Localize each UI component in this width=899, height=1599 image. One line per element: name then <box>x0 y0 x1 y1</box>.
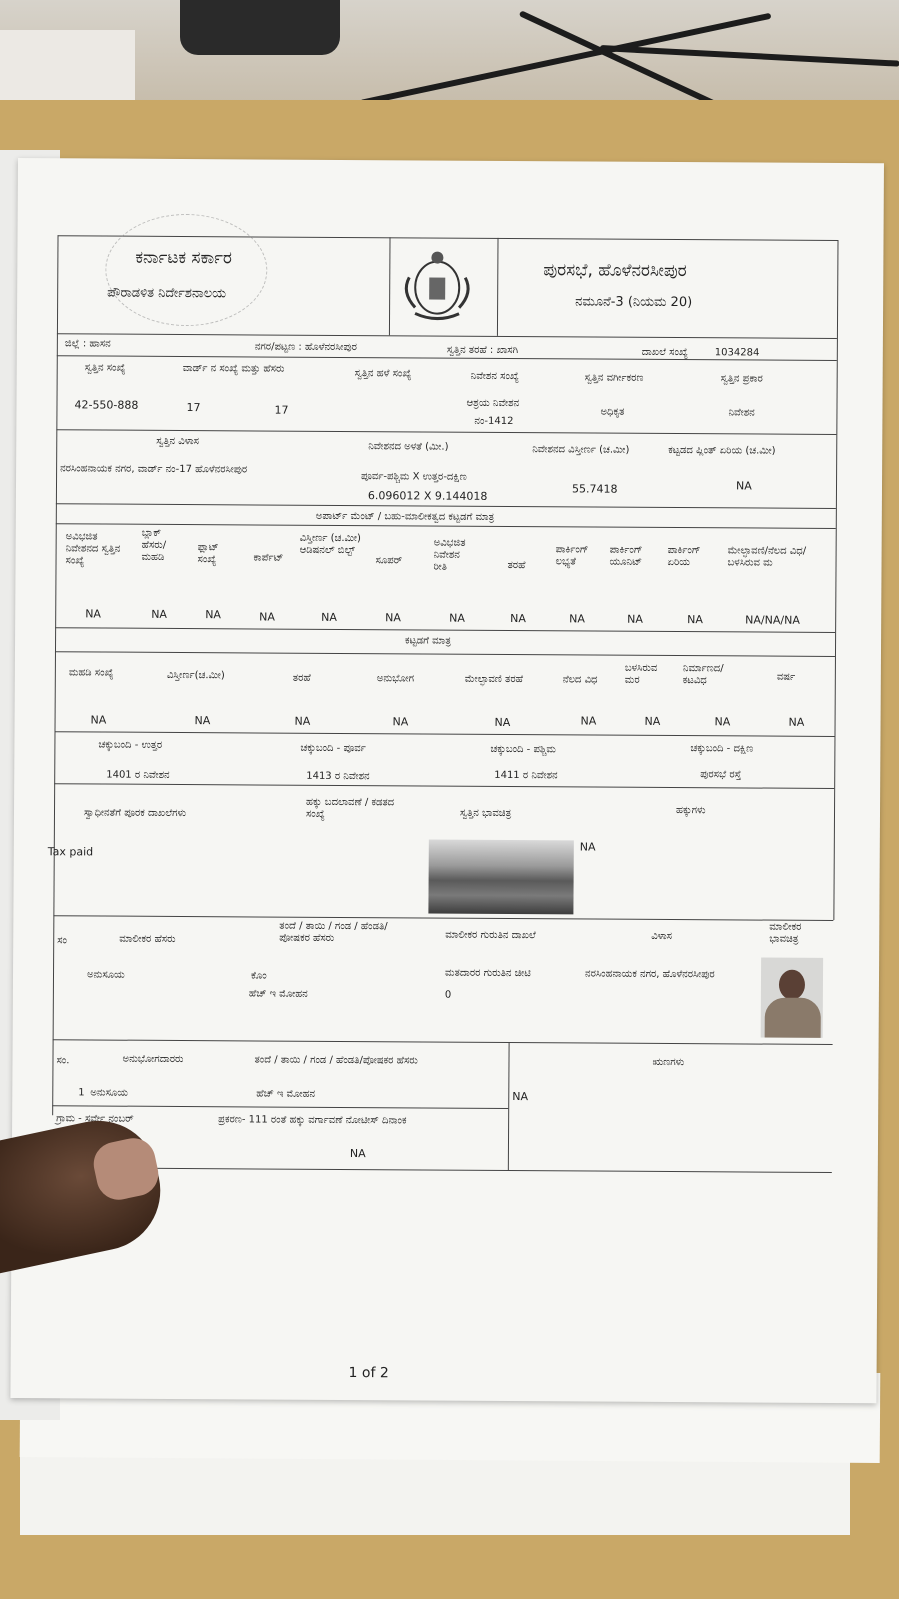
boundary-east: 1413 ರ ನಿವೇಶನ <box>306 770 370 783</box>
page-number: 1 of 2 <box>348 1365 389 1382</box>
area-label: ನಿವೇಶನದ ವಿಸ್ತೀರ್ಣ (ಚ.ಮೀ) <box>532 444 630 456</box>
apt-col-4: ಕಾರ್ಪೆಟ್ <box>253 552 284 564</box>
owner-col-photo: ಮಾಲೀಕರ ಭಾವಚಿತ್ರ <box>769 921 802 945</box>
boundary-north: 1401 ರ ನಿವೇಶನ <box>106 769 170 781</box>
apt-col-2: ಬ್ಲಾಕ್ ಹೆಸರು/ ಮಹಡಿ <box>141 527 167 563</box>
apt-value: NA <box>205 608 222 622</box>
bld-value: NA <box>714 715 731 729</box>
apt-value: NA <box>151 607 168 621</box>
apt-value: NA <box>85 607 102 621</box>
apt-value: NA <box>687 613 703 627</box>
record-number: 1034284 <box>714 347 760 359</box>
property-number: 42-550-888 <box>74 398 139 412</box>
notice-label: ಪ್ರಕರಣ- 111 ರಂತೆ ಹಕ್ಕು ವರ್ಗಾವಣೆ ನೋಟೀಸ್ ದಿನಾಂಕ <box>218 1114 407 1127</box>
boundary-east-label: ಚಕ್ಕುಬಂದಿ - ಪೂರ್ವ <box>300 742 366 755</box>
address-label: ಸ್ವತ್ತಿನ ವಿಳಾಸ <box>156 435 200 448</box>
owner-relation: ಕೊಂ <box>250 970 267 982</box>
ward-name: 17 <box>274 403 289 417</box>
bld-value: NA <box>294 714 311 728</box>
record-number-label: ದಾಖಲೆ ಸಂಖ್ಯೆ <box>641 346 688 359</box>
apt-value: NA <box>627 612 643 626</box>
col-old-no: ಸ್ವತ್ತಿನ ಹಳೆ ಸಂಖ್ಯೆ <box>354 368 412 380</box>
apt-value: NA <box>385 611 402 625</box>
site-number-a: ಆಶ್ರಯ ನಿವೇಶನ <box>466 397 520 410</box>
apt-value: NA/NA/NA <box>745 613 800 627</box>
plinth-label: ಕಟ್ಟಡದ ಪ್ಲಿಂತ್ ಏರಿಯ (ಚ.ಮೀ) <box>668 444 776 457</box>
boundary-south: ಪುರಸಭೆ ರಸ್ತೆ <box>700 769 742 781</box>
bld-value: NA <box>644 714 661 728</box>
plinth-value: NA <box>735 479 752 493</box>
apt-value: NA <box>259 610 276 624</box>
bld-value: NA <box>788 715 805 729</box>
apt-col-8: ತರಹೆ <box>507 559 526 572</box>
owner-col-id: ಮಾಲೀಕರ ಗುರುತಿನ ದಾಖಲೆ <box>445 929 536 942</box>
form-number: ನಮೂನೆ-3 (ನಿಯಮ 20) <box>575 294 693 311</box>
owner-id-value: 0 <box>444 989 452 1001</box>
property-address: ನರಸಿಂಹನಾಯಕ ನಗರ, ವಾರ್ಡ್ ನಂ-17 ಹೊಳೆನರಸೀಪುರ <box>60 463 248 476</box>
owner-col-no: ಸಂ <box>57 935 68 947</box>
col-classification: ಸ್ವತ್ತಿನ ವರ್ಗೀಕರಣ <box>584 372 644 384</box>
apt-value: NA <box>449 611 466 625</box>
survey-label: ಗ್ರಾಮ - ಸರ್ವೇ ನಂಬರ್ <box>56 1113 134 1125</box>
col-ward: ವಾರ್ಡ್ ನ ಸಂಖ್ಯೆ ಮತ್ತು ಹೆಸರು <box>182 363 285 375</box>
owner-col-name: ಮಾಲೀಕರ ಹೆಸರು <box>119 933 176 945</box>
dimensions-value: 6.096012 X 9.144018 <box>367 489 488 503</box>
rights-value: NA <box>579 840 596 854</box>
bld-col-2: ವಿಸ್ತೀರ್ಣ(ಚ.ಮೀ) <box>166 669 225 682</box>
ward-number: 17 <box>186 401 201 415</box>
apt-col-7: ಅವಿಭಜಿತ ನಿವೇಶನ ರೀತಿ <box>433 537 466 573</box>
owner-id-type: ಮತದಾರರ ಗುರುತಿನ ಚೀಟಿ <box>444 967 531 980</box>
bld-col-7: ಬಳಸಿರುವ ಮರ <box>624 662 658 686</box>
col-site-no: ನಿವೇಶನ ಸಂಖ್ಯೆ <box>470 370 519 383</box>
bld-col-9: ವರ್ಷ <box>776 671 796 683</box>
occupant-no: 1 <box>78 1087 85 1099</box>
background-paper <box>0 30 135 100</box>
occupant-name: ಅನುಸೂಯ <box>90 1087 129 1099</box>
bld-col-6: ನೆಲದ ವಿಧ <box>562 674 598 686</box>
bld-col-8: ನಿರ್ಮಾಣದ/ ಕಟವಿಧ <box>682 663 724 687</box>
area-value: 55.7418 <box>571 482 618 496</box>
boundary-south-label: ಚಕ್ಕುಬಂದಿ - ದಕ್ಷಿಣ <box>690 743 754 755</box>
site-number-b: ನಂ-1412 <box>474 415 514 428</box>
apt-col-1: ಅವಿಭಜಿತ ನಿವೇಶನದ ಸ್ವತ್ತಿನ ಸಂಖ್ಯೆ <box>65 531 121 567</box>
apartment-title: ಅಪಾರ್ಟ್ ಮೆಂಟ್ / ಬಹು-ಮಾಲೀಕತ್ವದ ಕಟ್ಟಡಗೆ ಮಾತ್ರ <box>315 510 495 523</box>
dimensions-direction: ಪೂರ್ವ-ಪಶ್ಚಿಮ X ಉತ್ತರ-ದಕ್ಷಿಣ <box>361 471 467 483</box>
apt-col-11: ಪಾರ್ಕಿಂಗ್ ಏರಿಯ <box>667 544 701 569</box>
property-photo <box>428 840 573 915</box>
town: ನಗರ/ಪಟ್ಟಣ : ಹೊಳೆನರಸೀಪುರ <box>254 341 358 354</box>
apt-value: NA <box>510 612 527 626</box>
rights-label: ಹಕ್ಕುಗಳು <box>675 805 706 817</box>
supporting-docs-label: ಸ್ವಾಧೀನತೆಗೆ ಪೂರಕ ದಾಖಲೆಗಳು <box>83 807 187 820</box>
directorate-title: ಪೌರಾಡಳಿತ ನಿರ್ದೇಶನಾಲಯ <box>107 285 227 302</box>
owner-address: ನರಸಿಂಹನಾಯಕ ನಗರ, ಹೊಳೆನರಸೀಪುರ <box>584 968 715 981</box>
owner-name: ಅನುಸೂಯ <box>86 969 125 981</box>
office-seal <box>105 214 268 327</box>
transfer-label: ಹಕ್ಕು ಬದಲಾವಣೆ / ಕಡತದ ಸಂಖ್ಯೆ <box>305 796 395 820</box>
occupant-relative: ಹೆಚ್ ಇ ಮೋಹನ <box>256 1088 316 1100</box>
bld-value: NA <box>494 715 511 730</box>
owner-col-address: ವಿಳಾಸ <box>651 930 673 943</box>
occupant-col-relative: ತಂದೆ / ತಾಯಿ / ಗಂಡ / ಹೆಂಡತಿ/ಪೋಷಕರ ಹೆಸರು <box>254 1054 418 1067</box>
col-property-no: ಸ್ವತ್ತಿನ ಸಂಖ್ಯೆ <box>84 362 126 374</box>
owner-photo <box>761 958 823 1038</box>
notice-value: NA <box>349 1147 366 1161</box>
bld-col-1: ಮಹಡಿ ಸಂಖ್ಯೆ <box>68 667 114 679</box>
occupant-col-no: ಸಂ. <box>56 1055 70 1067</box>
background-device <box>180 0 340 55</box>
bld-value: NA <box>392 715 409 729</box>
apt-col-10: ಪಾರ್ಕಿಂಗ್ ಯೂನಿಟ್ <box>609 544 643 568</box>
owner-col-relative: ತಂದೆ / ತಾಯಿ / ಗಂಡ / ಹೆಂಡತಿ/ಪೋಷಕರ ಹೆಸರು <box>279 920 388 944</box>
property-category: ಸ್ವತ್ತಿನ ತರಹೆ : ಖಾಸಗಿ <box>446 344 519 357</box>
dimensions-label: ನಿವೇಶನದ ಅಳತೆ (ಮೀ.) <box>368 441 449 453</box>
charges-label: ಋಣಗಳು <box>652 1056 685 1069</box>
bld-col-3: ತರಹೆ <box>292 672 311 684</box>
property-type-value: ನಿವೇಶನ <box>728 407 755 419</box>
bld-value: NA <box>90 713 107 727</box>
col-property-type: ಸ್ವತ್ತಿನ ಪ್ರಕಾರ <box>720 373 763 385</box>
boundary-west-label: ಚಕ್ಕುಬಂದಿ - ಪಶ್ಚಿಮ <box>490 743 556 756</box>
govt-title: ಕರ್ನಾಟಕ ಸರ್ಕಾರ <box>135 247 232 269</box>
boundary-north-label: ಚಕ್ಕುಬಂದಿ - ಉತ್ತರ <box>98 739 163 751</box>
supporting-docs-value: Tax paid <box>47 845 94 859</box>
apt-value: NA <box>569 612 585 626</box>
bld-col-4: ಅನುಭೋಗ <box>376 673 415 685</box>
district: ಜಿಲ್ಲೆ : ಹಾಸನ <box>64 338 111 350</box>
bld-col-5: ಮೇಲ್ಛಾವಣಿ ತರಹೆ <box>464 673 524 686</box>
bld-value: NA <box>580 714 597 728</box>
state-emblem-icon <box>397 247 477 322</box>
occupant-col-name: ಅನುಭೋಗದಾರರು <box>122 1053 184 1066</box>
apt-col-3: ಫ್ಲಾಟ್ ಸಂಖ್ಯೆ <box>197 542 219 566</box>
apt-col-5: ವಿಸ್ತೀರ್ಣ (ಚ.ಮೀ) ಆಡಿಷನಲ್ ಬಿಲ್ಟ್ <box>299 532 361 557</box>
apt-col-9: ಪಾರ್ಕಿಂಗ್ ಲಭ್ಯತೆ <box>555 544 589 568</box>
boundary-west: 1411 ರ ನಿವೇಶನ <box>494 769 558 782</box>
bld-value: NA <box>194 714 211 728</box>
apt-col-6: ಸೂಪರ್ <box>375 555 403 567</box>
property-photo-label: ಸ್ವತ್ತಿನ ಭಾವಚಿತ್ರ <box>459 807 512 820</box>
municipality-title: ಪುರಸಭೆ, ಹೊಳೆನರಸೀಪುರ <box>543 260 687 282</box>
apt-col-12: ಮೇಲ್ಛಾವಣಿ/ನೆಲದ ವಿಧ/ಬಳಸಿರುವ ಮ <box>727 545 807 569</box>
form-table <box>47 235 838 1161</box>
building-title: ಕಟ್ಟಡಗೆ ಮಾತ್ರ <box>405 635 451 647</box>
owner-relative: ಹೆಚ್ ಇ ಮೋಹನ <box>248 988 308 1000</box>
charges-value: NA <box>512 1090 529 1104</box>
apt-value: NA <box>321 610 338 624</box>
classification-value: ಅಧಿಕೃತ <box>600 406 625 418</box>
